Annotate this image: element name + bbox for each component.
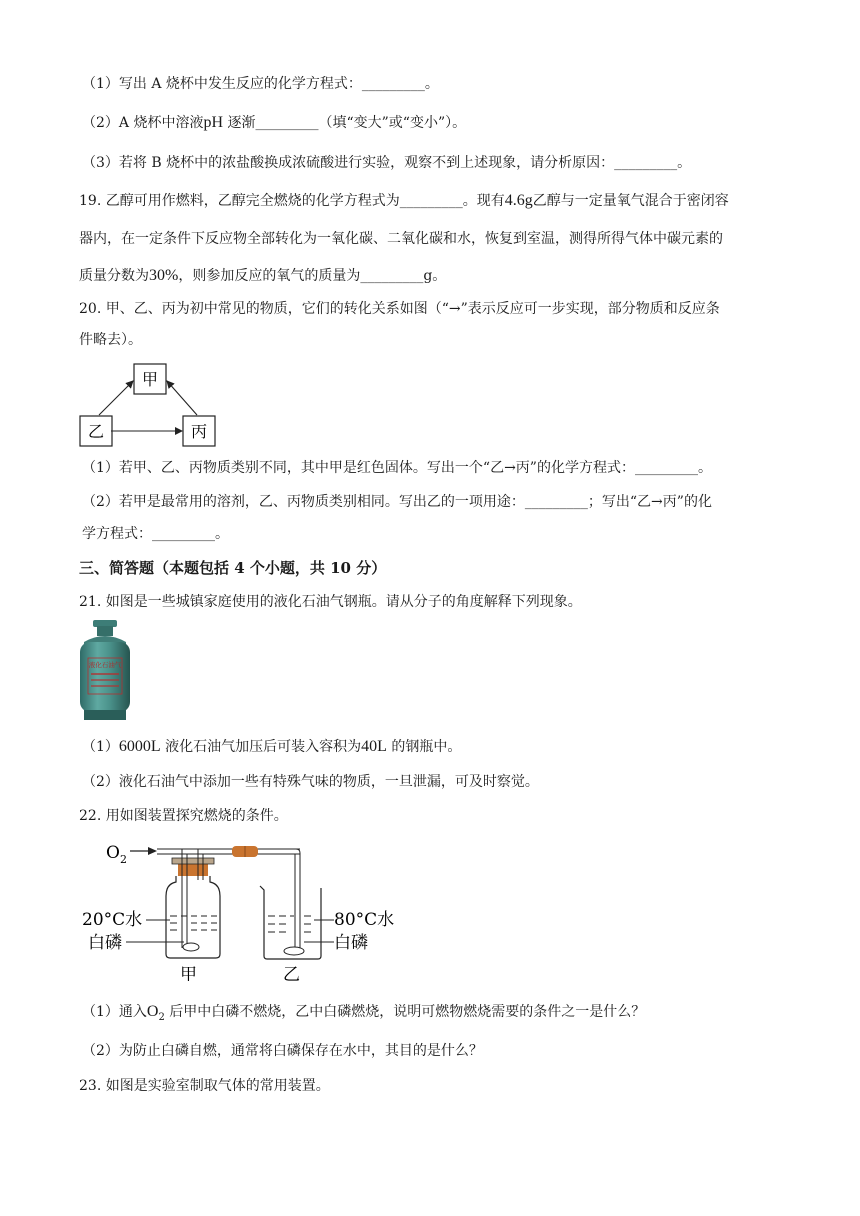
lpg-cylinder-photo [76,618,134,722]
right-water-label: 80°C水 [334,910,395,930]
q23-line1: 23. 如图是实验室制取气体的常用装置。 [79,1078,330,1094]
arrow-yi-to-jia [99,381,133,415]
q21-part1: （1）6000L 液化石油气加压后可装入容积为40L 的钢瓶中。 [82,738,462,755]
white-phosphorus-yi [284,947,304,955]
cylinder-label: 液化石油气 [88,661,122,669]
ph-symbol: pH [203,114,224,131]
q18-part2: （2）A 烧杯中溶液pH 逐渐_________（填“变大”或“变小”）。 [82,114,467,131]
combustion-apparatus-diagram [80,836,410,981]
q19-line2: 器内，在一定条件下反应物全部转化为一氧化碳、二氧化碳和水，恢复到室温，测得所得气体中碳元素的 [79,231,723,247]
q22-part1: （1）通入$O_2$ 后甲中白磷不燃烧，乙中白磷燃烧，说明可燃物燃烧需要的条件之一是什么？ [82,1003,646,1023]
water-dashes-yi [268,916,311,932]
q21-line1: 21. 如图是一些城镇家庭使用的液化石油气钢瓶。请从分子的角度解释下列现象。 [79,594,582,610]
q20-part1: （1）若甲、乙、丙物质类别不同，其中甲是红色固体。写出一个“乙→丙”的化学方程式：_________。 [82,460,712,476]
q19-line3: 质量分数为30%，则参加反应的氧气的质量为_________g。 [79,267,447,284]
box-bing-label: 丙 [190,422,208,441]
left-water-label: 20°C水 [82,910,143,930]
water-dashes-jia [170,916,217,930]
q20-part2-line2: 学方程式：_________。 [82,526,229,542]
arrow-bing-to-jia [167,381,197,415]
q18-part1: （1）写出 A 烧杯中发生反应的化学方程式：_________。 [82,76,439,92]
q20-line1: 20. 甲、乙、丙为初中常见的物质，它们的转化关系如图（“→”表示反应可一步实现，部分物质和反应条 [79,301,720,317]
q20-relation-diagram [75,360,225,448]
q20-part2-line1: （2）若甲是最常用的溶剂，乙、丙物质类别相同。写出乙的一项用途：_________；写出“乙→丙”的化 [82,494,712,510]
box-yi-label: 乙 [87,422,105,441]
q18-part3: （3）若将 B 烧杯中的浓盐酸换成浓硫酸进行实验，观察不到上述现象，请分析原因：_________。 [82,155,692,171]
caption-jia: 甲 [180,965,197,981]
q19-line1: 19. 乙醇可用作燃料，乙醇完全燃烧的化学方程式为_________。现有4.6g乙醇与一定量氧气混合于密闭容 [79,192,729,209]
q21-part2: （2）液化石油气中添加一些有特殊气味的物质，一旦泄漏，可及时察觉。 [82,774,539,790]
q20-line2: 件略去）。 [79,332,142,348]
box-jia-label: 甲 [141,370,159,389]
q22-part2: （2）为防止白磷自燃，通常将白磷保存在水中，其目的是什么？ [82,1043,483,1059]
caption-yi: 乙 [283,965,300,981]
right-phosphorus-label: 白磷 [334,933,368,953]
o2-label: $O_2$ [106,843,127,866]
white-phosphorus-jia [183,943,199,951]
section-heading: 三、简答题（本题包括 4 个小题，共 10 分） [79,559,387,577]
q22-line1: 22. 用如图装置探究燃烧的条件。 [79,808,288,824]
left-phosphorus-label: 白磷 [88,933,122,953]
